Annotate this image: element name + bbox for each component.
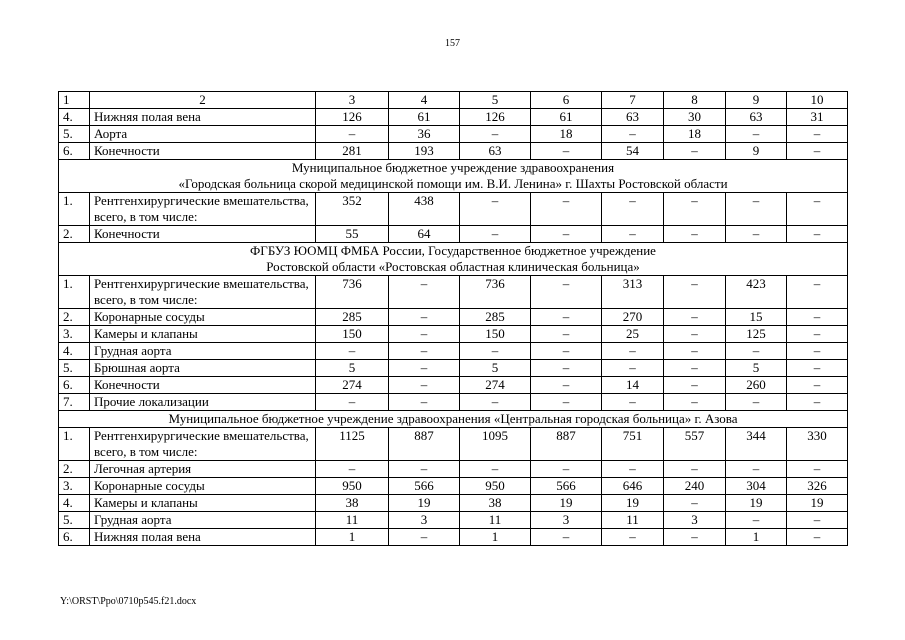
row-number: 3. xyxy=(59,326,90,343)
value-cell: – xyxy=(726,343,787,360)
value-cell: 61 xyxy=(389,109,460,126)
value-cell: – xyxy=(602,126,664,143)
value-cell: 5 xyxy=(726,360,787,377)
section-title-line: «Городская больница скорой медицинской помощи им. В.И. Ленина» г. Шахты Ростовской области xyxy=(178,176,728,191)
value-cell: – xyxy=(787,360,848,377)
value-cell: 1 xyxy=(460,529,531,546)
section-header-row xyxy=(59,160,848,193)
value-cell: – xyxy=(664,326,726,343)
header-cell: 8 xyxy=(664,92,726,109)
row-number: 1. xyxy=(59,193,90,226)
value-cell: – xyxy=(531,309,602,326)
value-cell: – xyxy=(316,126,389,143)
row-number: 7. xyxy=(59,394,90,411)
value-cell: 150 xyxy=(460,326,531,343)
table-row xyxy=(59,276,848,309)
table-row xyxy=(59,377,848,394)
row-number: 2. xyxy=(59,461,90,478)
value-cell: – xyxy=(664,309,726,326)
value-cell: 19 xyxy=(787,495,848,512)
value-cell: – xyxy=(787,461,848,478)
row-label: Коронарные сосуды xyxy=(90,309,316,326)
value-cell: 260 xyxy=(726,377,787,394)
value-cell: – xyxy=(389,529,460,546)
value-cell: – xyxy=(460,126,531,143)
row-number: 2. xyxy=(59,226,90,243)
row-number: 5. xyxy=(59,126,90,143)
value-cell: 751 xyxy=(602,428,664,461)
value-cell: 38 xyxy=(460,495,531,512)
value-cell: – xyxy=(664,276,726,309)
value-cell: 9 xyxy=(726,143,787,160)
value-cell: 5 xyxy=(316,360,389,377)
value-cell: 950 xyxy=(460,478,531,495)
value-cell: 736 xyxy=(460,276,531,309)
value-cell: – xyxy=(726,226,787,243)
value-cell: – xyxy=(787,529,848,546)
value-cell: – xyxy=(531,326,602,343)
table-row xyxy=(59,109,848,126)
footer-file-path: Y:\ORST\Ppo\0710p545.f21.docx xyxy=(60,596,197,607)
value-cell: – xyxy=(531,461,602,478)
header-cell: 10 xyxy=(787,92,848,109)
section-title xyxy=(59,411,848,428)
header-cell: 4 xyxy=(389,92,460,109)
row-label: Аорта xyxy=(90,126,316,143)
value-cell: – xyxy=(316,394,389,411)
row-label: Коронарные сосуды xyxy=(90,478,316,495)
value-cell: 1125 xyxy=(316,428,389,461)
table-row xyxy=(59,512,848,529)
value-cell: 19 xyxy=(389,495,460,512)
section-title-line: ФГБУЗ ЮОМЦ ФМБА России, Государственное бюджетное учреждение xyxy=(250,243,656,258)
value-cell: 38 xyxy=(316,495,389,512)
section-title-line: Ростовской области «Ростовская областная клиническая больница» xyxy=(266,259,640,274)
value-cell: 15 xyxy=(726,309,787,326)
header-row xyxy=(59,92,848,109)
header-cell: 6 xyxy=(531,92,602,109)
table-row xyxy=(59,126,848,143)
value-cell: – xyxy=(389,461,460,478)
value-cell: 126 xyxy=(316,109,389,126)
value-cell: 63 xyxy=(460,143,531,160)
value-cell: 18 xyxy=(531,126,602,143)
row-number: 2. xyxy=(59,309,90,326)
table-row xyxy=(59,461,848,478)
value-cell: 1095 xyxy=(460,428,531,461)
value-cell: 423 xyxy=(726,276,787,309)
value-cell: – xyxy=(531,276,602,309)
table-row xyxy=(59,226,848,243)
value-cell: 5 xyxy=(460,360,531,377)
value-cell: – xyxy=(531,360,602,377)
value-cell: – xyxy=(726,126,787,143)
value-cell: 1 xyxy=(726,529,787,546)
row-label: Конечности xyxy=(90,143,316,160)
value-cell: 285 xyxy=(316,309,389,326)
value-cell: – xyxy=(664,193,726,226)
header-cell: 5 xyxy=(460,92,531,109)
value-cell: 313 xyxy=(602,276,664,309)
row-number: 3. xyxy=(59,478,90,495)
value-cell: – xyxy=(460,461,531,478)
value-cell: 61 xyxy=(531,109,602,126)
value-cell: 18 xyxy=(664,126,726,143)
value-cell: 31 xyxy=(787,109,848,126)
section-title-line: Муниципальное бюджетное учреждение здравоохранения xyxy=(291,160,615,175)
row-label: Рентгенхирургические вмешательства, всего, в том числе: xyxy=(90,193,316,226)
row-number: 5. xyxy=(59,360,90,377)
value-cell: – xyxy=(726,193,787,226)
table-row xyxy=(59,343,848,360)
value-cell: – xyxy=(531,394,602,411)
value-cell: 19 xyxy=(531,495,602,512)
value-cell: – xyxy=(389,326,460,343)
value-cell: 19 xyxy=(726,495,787,512)
value-cell: – xyxy=(389,377,460,394)
value-cell: 270 xyxy=(602,309,664,326)
value-cell: – xyxy=(664,343,726,360)
value-cell: 285 xyxy=(460,309,531,326)
header-cell: 2 xyxy=(90,92,316,109)
table-row xyxy=(59,495,848,512)
header-cell: 7 xyxy=(602,92,664,109)
row-label: Конечности xyxy=(90,377,316,394)
value-cell: – xyxy=(531,377,602,394)
row-label: Грудная аорта xyxy=(90,512,316,529)
value-cell: – xyxy=(389,394,460,411)
value-cell: – xyxy=(602,193,664,226)
value-cell: 30 xyxy=(664,109,726,126)
row-number: 4. xyxy=(59,495,90,512)
value-cell: 566 xyxy=(531,478,602,495)
value-cell: 887 xyxy=(389,428,460,461)
value-cell: 566 xyxy=(389,478,460,495)
value-cell: – xyxy=(389,343,460,360)
value-cell: 19 xyxy=(602,495,664,512)
row-number: 6. xyxy=(59,143,90,160)
header-cell: 9 xyxy=(726,92,787,109)
row-label: Рентгенхирургические вмешательства, всего, в том числе: xyxy=(90,276,316,309)
section-header-row xyxy=(59,411,848,428)
value-cell: – xyxy=(787,512,848,529)
value-cell: 11 xyxy=(460,512,531,529)
table-row xyxy=(59,478,848,495)
value-cell: – xyxy=(602,226,664,243)
value-cell: 330 xyxy=(787,428,848,461)
value-cell: – xyxy=(664,394,726,411)
value-cell: – xyxy=(787,394,848,411)
value-cell: – xyxy=(787,309,848,326)
value-cell: – xyxy=(726,394,787,411)
table-body xyxy=(59,92,848,546)
row-label: Прочие локализации xyxy=(90,394,316,411)
value-cell: – xyxy=(787,143,848,160)
value-cell: 64 xyxy=(389,226,460,243)
value-cell: – xyxy=(787,377,848,394)
row-number: 4. xyxy=(59,343,90,360)
table-row xyxy=(59,360,848,377)
value-cell: 352 xyxy=(316,193,389,226)
row-number: 1. xyxy=(59,428,90,461)
value-cell: 326 xyxy=(787,478,848,495)
value-cell: 36 xyxy=(389,126,460,143)
row-number: 5. xyxy=(59,512,90,529)
value-cell: 126 xyxy=(460,109,531,126)
value-cell: 150 xyxy=(316,326,389,343)
section-title-line: Муниципальное бюджетное учреждение здравоохранения «Центральная городская больница» г. Азова xyxy=(168,411,738,426)
value-cell: 11 xyxy=(602,512,664,529)
header-cell: 1 xyxy=(59,92,90,109)
value-cell: – xyxy=(531,193,602,226)
row-label: Рентгенхирургические вмешательства, всего, в том числе: xyxy=(90,428,316,461)
value-cell: – xyxy=(602,360,664,377)
value-cell: – xyxy=(460,394,531,411)
value-cell: – xyxy=(602,529,664,546)
value-cell: – xyxy=(664,143,726,160)
value-cell: 344 xyxy=(726,428,787,461)
value-cell: – xyxy=(787,326,848,343)
value-cell: – xyxy=(602,394,664,411)
value-cell: – xyxy=(602,461,664,478)
value-cell: 281 xyxy=(316,143,389,160)
value-cell: – xyxy=(787,193,848,226)
header-cell: 3 xyxy=(316,92,389,109)
table-row xyxy=(59,529,848,546)
row-number: 4. xyxy=(59,109,90,126)
value-cell: 63 xyxy=(726,109,787,126)
value-cell: 55 xyxy=(316,226,389,243)
value-cell: 304 xyxy=(726,478,787,495)
row-number: 6. xyxy=(59,377,90,394)
value-cell: 125 xyxy=(726,326,787,343)
row-label: Камеры и клапаны xyxy=(90,495,316,512)
value-cell: 887 xyxy=(531,428,602,461)
value-cell: 63 xyxy=(602,109,664,126)
row-label: Нижняя полая вена xyxy=(90,529,316,546)
data-table xyxy=(58,91,848,546)
value-cell: 3 xyxy=(664,512,726,529)
row-label: Легочная артерия xyxy=(90,461,316,478)
value-cell: – xyxy=(664,377,726,394)
value-cell: 274 xyxy=(316,377,389,394)
value-cell: – xyxy=(389,276,460,309)
value-cell: 736 xyxy=(316,276,389,309)
value-cell: – xyxy=(531,343,602,360)
value-cell: – xyxy=(531,529,602,546)
value-cell: – xyxy=(664,360,726,377)
value-cell: 3 xyxy=(531,512,602,529)
value-cell: 1 xyxy=(316,529,389,546)
value-cell: – xyxy=(664,495,726,512)
section-header-row xyxy=(59,243,848,276)
table-row xyxy=(59,394,848,411)
table-row xyxy=(59,309,848,326)
value-cell: – xyxy=(531,143,602,160)
value-cell: – xyxy=(787,126,848,143)
value-cell: 274 xyxy=(460,377,531,394)
value-cell: – xyxy=(726,512,787,529)
value-cell: 438 xyxy=(389,193,460,226)
value-cell: – xyxy=(389,309,460,326)
value-cell: – xyxy=(531,226,602,243)
value-cell: – xyxy=(460,343,531,360)
value-cell: – xyxy=(787,226,848,243)
row-number: 1. xyxy=(59,276,90,309)
value-cell: – xyxy=(664,529,726,546)
row-label: Нижняя полая вена xyxy=(90,109,316,126)
value-cell: 646 xyxy=(602,478,664,495)
value-cell: – xyxy=(664,461,726,478)
table-row xyxy=(59,193,848,226)
value-cell: – xyxy=(316,343,389,360)
value-cell: – xyxy=(787,276,848,309)
section-title xyxy=(59,243,848,276)
table-row xyxy=(59,143,848,160)
value-cell: – xyxy=(787,343,848,360)
value-cell: 14 xyxy=(602,377,664,394)
value-cell: 11 xyxy=(316,512,389,529)
value-cell: – xyxy=(602,343,664,360)
value-cell: 193 xyxy=(389,143,460,160)
row-label: Конечности xyxy=(90,226,316,243)
value-cell: 950 xyxy=(316,478,389,495)
section-title xyxy=(59,160,848,193)
row-number: 6. xyxy=(59,529,90,546)
value-cell: – xyxy=(389,360,460,377)
table-row xyxy=(59,326,848,343)
value-cell: – xyxy=(664,226,726,243)
value-cell: – xyxy=(726,461,787,478)
value-cell: – xyxy=(460,193,531,226)
row-label: Камеры и клапаны xyxy=(90,326,316,343)
table-row xyxy=(59,428,848,461)
row-label: Грудная аорта xyxy=(90,343,316,360)
value-cell: 240 xyxy=(664,478,726,495)
row-label: Брюшная аорта xyxy=(90,360,316,377)
value-cell: – xyxy=(460,226,531,243)
value-cell: 3 xyxy=(389,512,460,529)
value-cell: 557 xyxy=(664,428,726,461)
value-cell: 25 xyxy=(602,326,664,343)
value-cell: – xyxy=(316,461,389,478)
value-cell: 54 xyxy=(602,143,664,160)
page-number: 157 xyxy=(445,38,460,49)
